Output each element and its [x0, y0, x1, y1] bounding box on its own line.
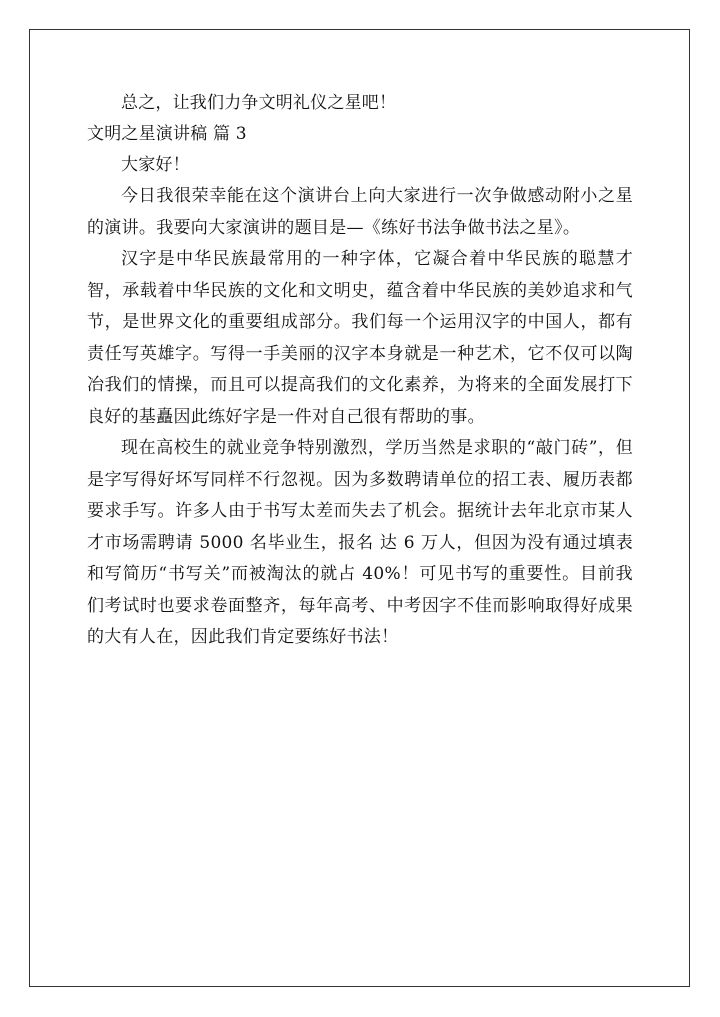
greeting: 大家好！	[121, 155, 190, 175]
document-body	[87, 88, 633, 654]
paragraph-hanzi: 汉字是中华民族最常用的一种字体，它凝合着中华民族的聪慧才智，承载着中华民族的文化和文明史，蕴含着中华民族的美妙追求和气节，是世界文化的重要组成部分。我们每一个运用汉字的中国人，都有责任写英雄字。写得一手美丽的汉字本身就是一种艺术，它不仅可以陶冶我们的情操，而且可以提高我们的文化素养，为将来的全面发展打下良好的基矗因此练好字是一件对自己很有帮助的事。	[87, 249, 633, 427]
closing-line: 总之，让我们力争文明礼仪之星吧！	[121, 93, 397, 113]
section-title: 文明之星演讲稿 篇 3	[87, 124, 247, 144]
paragraph-employment: 现在高校生的就业竞争特别激烈，学历当然是求职的“敲门砖”，但是字写得好坏写同样不行忽视。因为多数聘请单位的招工表、履历表都要求手写。许多人由于书写太差而失去了机会。据统计去年北京市某人才市场需聘请 5000 名毕业生，报名 达 6 万人，但因为没有通过填表和写简历“书写关”而被淘汰的就占 40%！可见书写的重要性。目前我们考试时也要求卷面整齐，每年高考、中考因字不佳而影响取得好成果 的大有人在，因此我们肯定要练好书法！	[87, 438, 633, 647]
paragraph-intro: 今日我很荣幸能在这个演讲台上向大家进行一次争做感动附小之星的演讲。我要向大家演讲的题目是—《练好书法争做书法之星》。	[87, 186, 633, 238]
